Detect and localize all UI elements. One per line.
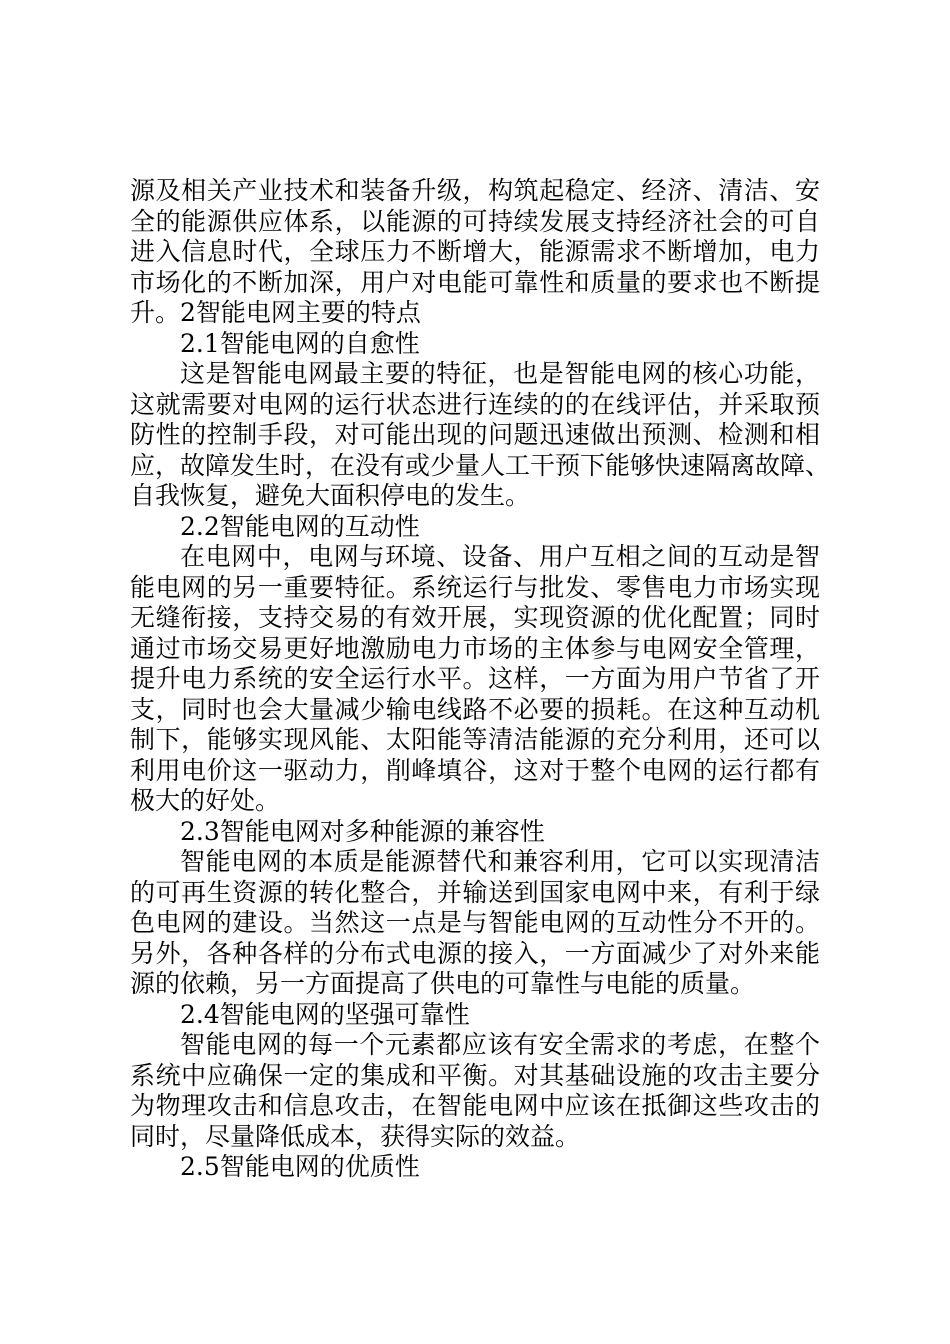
text-line: 无缝衔接，支持交易的有效开展，实现资源的优化配置；同时 bbox=[130, 603, 820, 632]
text-line: 防性的控制手段，对可能出现的问题迅速做出预测、检测和相 bbox=[130, 420, 820, 449]
text-line: 通过市场交易更好地激励电力市场的主体参与电网安全管理， bbox=[130, 633, 820, 663]
text-line: 市场化的不断加深，用户对电能可靠性和质量的要求也不断提 bbox=[130, 267, 820, 297]
text-line: 制下，能够实现风能、太阳能等清洁能源的充分利用，还可以 bbox=[130, 725, 820, 754]
section-heading: 2.4智能电网的坚强可靠性 bbox=[180, 999, 470, 1029]
text-line: 这是智能电网最主要的特征，也是智能电网的核心功能， bbox=[180, 359, 820, 388]
text-line: 源的依赖，另一方面提高了供电的可靠性与电能的质量。 bbox=[130, 969, 756, 998]
text-line: 极大的好处。 bbox=[130, 786, 281, 815]
text-line: 的可再生资源的转化整合，并输送到国家电网中来，有利于绿 bbox=[130, 877, 820, 907]
document-body bbox=[130, 176, 831, 1183]
text-line: 提升电力系统的安全运行水平。这样，一方面为用户节省了开 bbox=[130, 664, 820, 693]
text-line: 这就需要对电网的运行状态进行连续的的在线评估，并采取预 bbox=[130, 389, 820, 419]
text-line: 升。2智能电网主要的特点 bbox=[130, 298, 421, 327]
text-line: 源及相关产业技术和装备升级，构筑起稳定、经济、清洁、安 bbox=[130, 176, 820, 205]
text-line: 色电网的建设。当然这一点是与智能电网的互动性分不开的。 bbox=[130, 908, 820, 937]
text-line: 进入信息时代，全球压力不断增大，能源需求不断增加，电力 bbox=[130, 237, 820, 266]
text-line: 支，同时也会大量减少输电线路不必要的损耗。在这种互动机 bbox=[130, 694, 820, 724]
text-line: 能电网的另一重要特征。系统运行与批发、零售电力市场实现 bbox=[130, 572, 820, 602]
section-heading: 2.1智能电网的自愈性 bbox=[180, 328, 420, 358]
text-line: 在电网中，电网与环境、设备、用户互相之间的互动是智 bbox=[180, 542, 820, 571]
section-heading: 2.2智能电网的互动性 bbox=[180, 511, 420, 541]
text-line: 为物理攻击和信息攻击，在智能电网中应该在抵御这些攻击的 bbox=[130, 1091, 820, 1120]
text-line: 全的能源供应体系，以能源的可持续发展支持经济社会的可自 bbox=[130, 206, 820, 236]
text-line: 利用电价这一驱动力，削峰填谷，这对于整个电网的运行都有 bbox=[130, 755, 820, 785]
section-heading: 2.5智能电网的优质性 bbox=[180, 1152, 420, 1181]
text-line: 智能电网的每一个元素都应该有安全需求的考虑，在整个 bbox=[180, 1030, 820, 1059]
text-line: 同时，尽量降低成本，获得实际的效益。 bbox=[130, 1121, 581, 1151]
text-line: 智能电网的本质是能源替代和兼容利用，它可以实现清洁 bbox=[180, 847, 820, 876]
text-line: 应，故障发生时，在没有或少量人工干预下能够快速隔离故障、 bbox=[130, 450, 831, 480]
text-line: 自我恢复，避免大面积停电的发生。 bbox=[130, 481, 531, 510]
text-line: 另外，各种各样的分布式电源的接入，一方面减少了对外来能 bbox=[130, 938, 820, 968]
text-line: 系统中应确保一定的集成和平衡。对其基础设施的攻击主要分 bbox=[130, 1060, 820, 1090]
section-heading: 2.3智能电网对多种能源的兼容性 bbox=[180, 816, 545, 846]
